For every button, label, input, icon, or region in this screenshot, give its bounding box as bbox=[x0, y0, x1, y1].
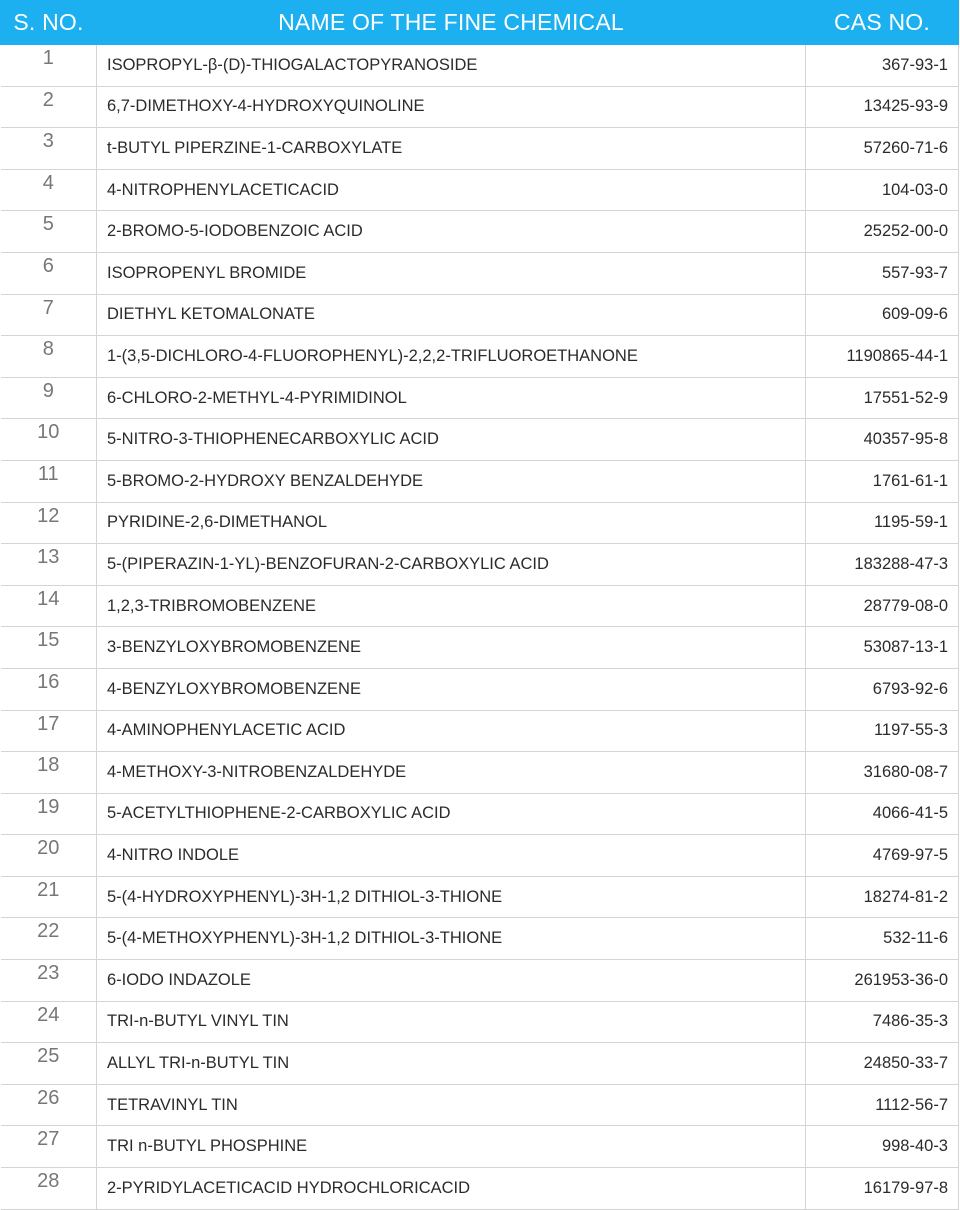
serial-number-cell: 26 bbox=[1, 1084, 97, 1126]
header-chemical-name: NAME OF THE FINE CHEMICAL bbox=[97, 1, 806, 45]
table-row bbox=[1, 1001, 959, 1043]
table-row bbox=[1, 252, 959, 294]
table-row bbox=[1, 752, 959, 794]
cas-number-cell: 261953-36-0 bbox=[806, 960, 959, 1002]
table-row bbox=[1, 336, 959, 378]
serial-number-cell: 14 bbox=[1, 585, 97, 627]
header-cas-number: CAS NO. bbox=[806, 1, 959, 45]
serial-number-cell: 3 bbox=[1, 128, 97, 170]
chemical-name-cell: 4-METHOXY-3-NITROBENZALDEHYDE bbox=[97, 752, 806, 794]
cas-number-cell: 1197-55-3 bbox=[806, 710, 959, 752]
table-row bbox=[1, 169, 959, 211]
cas-number-cell: 532-11-6 bbox=[806, 918, 959, 960]
cas-number-cell: 1190865-44-1 bbox=[806, 336, 959, 378]
table-row bbox=[1, 627, 959, 669]
table-row bbox=[1, 544, 959, 586]
table-row bbox=[1, 918, 959, 960]
cas-number-cell: 24850-33-7 bbox=[806, 1043, 959, 1085]
chemical-name-cell: ISOPROPYL-β-(D)-THIOGALACTOPYRANOSIDE bbox=[97, 45, 806, 87]
serial-number-cell: 18 bbox=[1, 752, 97, 794]
serial-number-cell: 10 bbox=[1, 419, 97, 461]
cas-number-cell: 557-93-7 bbox=[806, 252, 959, 294]
serial-number-cell: 2 bbox=[1, 86, 97, 128]
cas-number-cell: 183288-47-3 bbox=[806, 544, 959, 586]
cas-number-cell: 7486-35-3 bbox=[806, 1001, 959, 1043]
cas-number-cell: 104-03-0 bbox=[806, 169, 959, 211]
cas-number-cell: 25252-00-0 bbox=[806, 211, 959, 253]
chemical-name-cell: 4-AMINOPHENYLACETIC ACID bbox=[97, 710, 806, 752]
table-row bbox=[1, 460, 959, 502]
chemical-name-cell: 6-IODO INDAZOLE bbox=[97, 960, 806, 1002]
serial-number-cell: 15 bbox=[1, 627, 97, 669]
table-row bbox=[1, 45, 959, 87]
table-row bbox=[1, 585, 959, 627]
serial-number-cell: 27 bbox=[1, 1126, 97, 1168]
table-row bbox=[1, 128, 959, 170]
table-row bbox=[1, 1168, 959, 1210]
table-row bbox=[1, 1126, 959, 1168]
serial-number-cell: 21 bbox=[1, 876, 97, 918]
header-sno: S. NO. bbox=[1, 1, 97, 45]
serial-number-cell: 17 bbox=[1, 710, 97, 752]
table-row bbox=[1, 294, 959, 336]
serial-number-cell: 13 bbox=[1, 544, 97, 586]
cas-number-cell: 13425-93-9 bbox=[806, 86, 959, 128]
chemical-name-cell: TRI n-BUTYL PHOSPHINE bbox=[97, 1126, 806, 1168]
chemical-name-cell: ISOPROPENYL BROMIDE bbox=[97, 252, 806, 294]
chemical-name-cell: 4-BENZYLOXYBROMOBENZENE bbox=[97, 668, 806, 710]
chemical-name-cell: 4-NITRO INDOLE bbox=[97, 835, 806, 877]
table-row bbox=[1, 502, 959, 544]
table-row bbox=[1, 960, 959, 1002]
chemical-name-cell: 5-NITRO-3-THIOPHENECARBOXYLIC ACID bbox=[97, 419, 806, 461]
chemical-name-cell: 5-(4-HYDROXYPHENYL)-3H-1,2 DITHIOL-3-THIONE bbox=[97, 876, 806, 918]
cas-number-cell: 1195-59-1 bbox=[806, 502, 959, 544]
chemical-name-cell: 5-(PIPERAZIN-1-YL)-BENZOFURAN-2-CARBOXYLIC ACID bbox=[97, 544, 806, 586]
chemical-name-cell: 1-(3,5-DICHLORO-4-FLUOROPHENYL)-2,2,2-TRIFLUOROETHANONE bbox=[97, 336, 806, 378]
serial-number-cell: 12 bbox=[1, 502, 97, 544]
table-row bbox=[1, 211, 959, 253]
cas-number-cell: 31680-08-7 bbox=[806, 752, 959, 794]
cas-number-cell: 16179-97-8 bbox=[806, 1168, 959, 1210]
serial-number-cell: 20 bbox=[1, 835, 97, 877]
header-row bbox=[1, 1, 959, 45]
serial-number-cell: 5 bbox=[1, 211, 97, 253]
table-row bbox=[1, 876, 959, 918]
cas-number-cell: 28779-08-0 bbox=[806, 585, 959, 627]
chemical-name-cell: TETRAVINYL TIN bbox=[97, 1084, 806, 1126]
chemical-name-cell: 5-(4-METHOXYPHENYL)-3H-1,2 DITHIOL-3-THIONE bbox=[97, 918, 806, 960]
cas-number-cell: 998-40-3 bbox=[806, 1126, 959, 1168]
cas-number-cell: 1112-56-7 bbox=[806, 1084, 959, 1126]
chemical-name-cell: 1,2,3-TRIBROMOBENZENE bbox=[97, 585, 806, 627]
cas-number-cell: 40357-95-8 bbox=[806, 419, 959, 461]
table-header bbox=[1, 1, 959, 45]
chemical-name-cell: t-BUTYL PIPERZINE-1-CARBOXYLATE bbox=[97, 128, 806, 170]
serial-number-cell: 8 bbox=[1, 336, 97, 378]
table-body bbox=[1, 45, 959, 1210]
table-row bbox=[1, 668, 959, 710]
chemical-name-cell: 5-ACETYLTHIOPHENE-2-CARBOXYLIC ACID bbox=[97, 793, 806, 835]
serial-number-cell: 7 bbox=[1, 294, 97, 336]
serial-number-cell: 11 bbox=[1, 460, 97, 502]
chemical-name-cell: 2-PYRIDYLACETICACID HYDROCHLORICACID bbox=[97, 1168, 806, 1210]
chemical-name-cell: TRI-n-BUTYL VINYL TIN bbox=[97, 1001, 806, 1043]
chemical-name-cell: PYRIDINE-2,6-DIMETHANOL bbox=[97, 502, 806, 544]
chemical-name-cell: ALLYL TRI-n-BUTYL TIN bbox=[97, 1043, 806, 1085]
table-row bbox=[1, 1084, 959, 1126]
serial-number-cell: 25 bbox=[1, 1043, 97, 1085]
cas-number-cell: 17551-52-9 bbox=[806, 377, 959, 419]
chemical-name-cell: 6-CHLORO-2-METHYL-4-PYRIMIDINOL bbox=[97, 377, 806, 419]
table-row bbox=[1, 710, 959, 752]
chemical-name-cell: 2-BROMO-5-IODOBENZOIC ACID bbox=[97, 211, 806, 253]
table-row bbox=[1, 377, 959, 419]
cas-number-cell: 609-09-6 bbox=[806, 294, 959, 336]
table-row bbox=[1, 1043, 959, 1085]
serial-number-cell: 22 bbox=[1, 918, 97, 960]
serial-number-cell: 23 bbox=[1, 960, 97, 1002]
chemical-name-cell: 6,7-DIMETHOXY-4-HYDROXYQUINOLINE bbox=[97, 86, 806, 128]
cas-number-cell: 4066-41-5 bbox=[806, 793, 959, 835]
cas-number-cell: 6793-92-6 bbox=[806, 668, 959, 710]
table-row bbox=[1, 86, 959, 128]
serial-number-cell: 28 bbox=[1, 1168, 97, 1210]
chemical-name-cell: 3-BENZYLOXYBROMOBENZENE bbox=[97, 627, 806, 669]
serial-number-cell: 4 bbox=[1, 169, 97, 211]
serial-number-cell: 19 bbox=[1, 793, 97, 835]
cas-number-cell: 57260-71-6 bbox=[806, 128, 959, 170]
cas-number-cell: 1761-61-1 bbox=[806, 460, 959, 502]
chemical-name-cell: DIETHYL KETOMALONATE bbox=[97, 294, 806, 336]
chemical-name-cell: 5-BROMO-2-HYDROXY BENZALDEHYDE bbox=[97, 460, 806, 502]
serial-number-cell: 9 bbox=[1, 377, 97, 419]
cas-number-cell: 18274-81-2 bbox=[806, 876, 959, 918]
serial-number-cell: 24 bbox=[1, 1001, 97, 1043]
serial-number-cell: 6 bbox=[1, 252, 97, 294]
table-row bbox=[1, 835, 959, 877]
table-row bbox=[1, 793, 959, 835]
chemical-name-cell: 4-NITROPHENYLACETICACID bbox=[97, 169, 806, 211]
cas-number-cell: 53087-13-1 bbox=[806, 627, 959, 669]
table-row bbox=[1, 419, 959, 461]
cas-number-cell: 4769-97-5 bbox=[806, 835, 959, 877]
serial-number-cell: 16 bbox=[1, 668, 97, 710]
cas-number-cell: 367-93-1 bbox=[806, 45, 959, 87]
serial-number-cell: 1 bbox=[1, 45, 97, 87]
